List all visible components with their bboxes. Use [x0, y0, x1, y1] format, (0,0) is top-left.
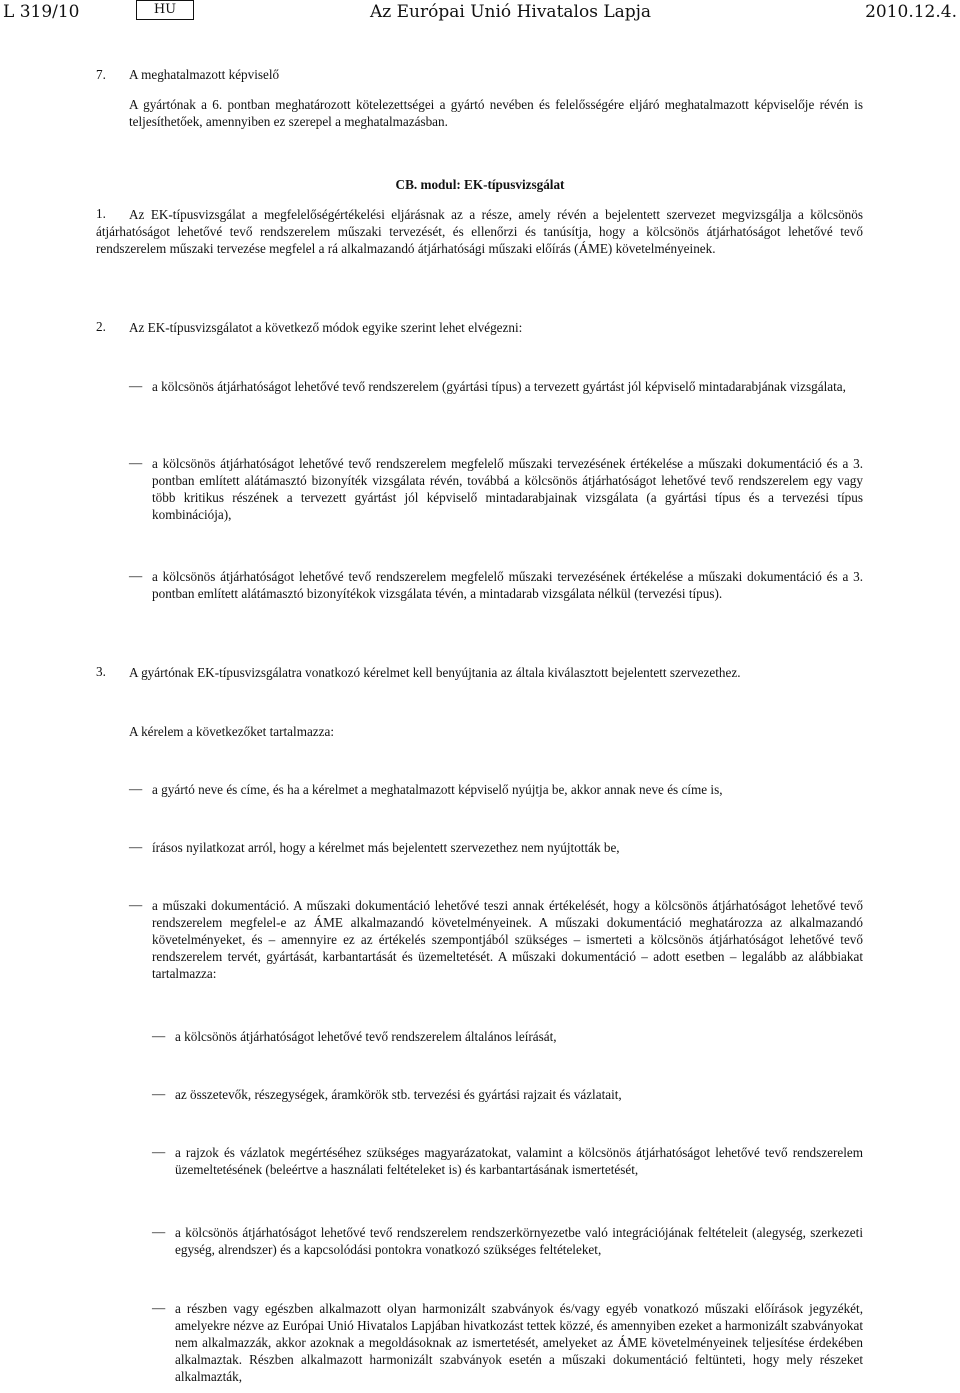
section-7-number: 7.: [96, 67, 106, 82]
page-reference: L 319/10: [3, 2, 80, 22]
paragraph-2-number: 2.: [96, 319, 106, 334]
paragraph-3-item-1: a gyártó neve és címe, és ha a kérelmet a meghatalmazott képviselő nyújtja be, akkor annak neve és címe is,: [152, 782, 723, 797]
paragraph-3-item-3: a műszaki dokumentáció. A műszaki dokumentáció lehetővé teszi annak értékelését, hogy a kölcsönös átjárhatóságot lehetővé tevő rendszerelem megfelel-e az ÁME alkalmazandó követelményeinek. A műszaki dokumentáció meghatározza az alkalmazandó követelményeket, és – amennyire ez az értékelés szempontjából szükséges – ismerteti a kölcsönös átjárhatóságot lehetővé tevő rendszerelem tervét, gyártását, karbantartását és üzemeltetését. A műszaki dokumentáció – adott esetben – legalább az alábbiakat tartalmazza:: [152, 898, 863, 981]
publication-date: 2010.12.4.: [865, 2, 957, 22]
dash-marker: —: [129, 839, 143, 854]
page-header: [0, 0, 960, 30]
paragraph-2-item-2: a kölcsönös átjárhatóságot lehetővé tevő rendszerelem megfelelő műszaki tervezésének értékelése a műszaki dokumentáció és a 3. pontban említett alátámasztó bizonyíték vizsgálata révén, továbbá a kölcsönös átjárhatóságot lehetővé tevő rendszerelem egy vagy több kritikus részének a tervezett gyártást jól képviselő mintadarabjainak vizsgálata (a gyártási típus és a tervezési típus kombinációja),: [152, 456, 863, 522]
paragraph-1-number: 1.: [96, 206, 106, 221]
dash-marker: —: [152, 1224, 166, 1239]
subitem-3: a rajzok és vázlatok megértéséhez szükséges magyarázatokat, valamint a kölcsönös átjárhatóságot lehetővé tevő rendszerelem üzemeltetésének (beleértve a használati feltételeket is) és karbantartásának ismertetését,: [175, 1145, 863, 1177]
dash-marker: —: [152, 1086, 166, 1101]
dash-marker: —: [129, 378, 143, 393]
dash-marker: —: [129, 897, 143, 912]
paragraph-2-text: Az EK-típusvizsgálatot a következő módok egyike szerint lehet elvégezni:: [129, 320, 523, 335]
subitem-5: a részben vagy egészben alkalmazott olyan harmonizált szabványok és/vagy egyéb vonatkozó műszaki előírások jegyzékét, amelyekre nézve az Európai Unió Hivatalos Lapjában hivatkozást tettek közzé, és amennyiben ezeket a harmonizált szabványokat nem alkalmazzák, akkor azoknak a megoldásoknak az ismertetését, amelyeket az ÁME követelményeinek teljesítése érdekében alkalmaztak. Részben alkalmazott harmonizált szabványok esetén a műszaki dokumentáció feltünteti, hogy mely részeket alkalmazták,: [175, 1301, 863, 1384]
journal-title: Az Európai Unió Hivatalos Lapja: [370, 2, 652, 22]
language-badge: HU: [136, 0, 194, 20]
dash-marker: —: [129, 781, 143, 796]
subitem-1: a kölcsönös átjárhatóságot lehetővé tevő rendszerelem általános leírását,: [175, 1029, 557, 1044]
dash-marker: —: [129, 568, 143, 583]
dash-marker: —: [152, 1300, 166, 1315]
paragraph-2-item-1: a kölcsönös átjárhatóságot lehetővé tevő rendszerelem (gyártási típus) a tervezett gyártást jól képviselő mintadarabjának vizsgálata,: [152, 379, 846, 394]
subitem-2: az összetevők, részegységek, áramkörök stb. tervezési és gyártási rajzait és vázlatait,: [175, 1087, 622, 1102]
paragraph-3-intro: A kérelem a következőket tartalmazza:: [129, 724, 335, 739]
paragraph-2-item-3: a kölcsönös átjárhatóságot lehetővé tevő rendszerelem megfelelő műszaki tervezésének értékelése a műszaki dokumentáció és a 3. pontban említett alátámasztó bizonyítékok vizsgálata tévén, a mintadarab vizsgálata nélkül (tervezési típus).: [152, 569, 863, 601]
subitem-4: a kölcsönös átjárhatóságot lehetővé tevő rendszerelem rendszerkörnyezetbe való integrációjának feltételeit (alegység, szerkezeti egység, alrendszer) és a kapcsolódási pontokra vonatkozó szükséges feltételeket,: [175, 1225, 863, 1257]
dash-marker: —: [152, 1028, 166, 1043]
module-heading: CB. modul: EK-típusvizsgálat: [395, 177, 565, 192]
paragraph-3-text: A gyártónak EK-típusvizsgálatra vonatkozó kérelmet kell benyújtania az általa kiválasztott bejelentett szervezethez.: [129, 665, 741, 680]
dash-marker: —: [129, 455, 143, 470]
paragraph-1-text: Az EK-típusvizsgálat a megfelelőségértékelési eljárásnak az a része, amely révén a bejelentett szervezet megvizsgálja a kölcsönös átjárhatóságot lehetővé tevő rendszerelem műszaki tervezését, és ellenőrzi és tanúsítja, hogy a kölcsönös átjárhatóságot lehetővé tevő rendszerelem műszaki tervezése megfelel a rá alkalmazandó átjárhatósági műszaki előírás (ÁME) követelményeinek.: [96, 207, 863, 256]
section-7-title: A meghatalmazott képviselő: [129, 67, 280, 82]
paragraph-3-item-2: írásos nyilatkozat arról, hogy a kérelmet más bejelentett szervezethez nem nyújtották be,: [152, 840, 620, 855]
dash-marker: —: [152, 1144, 166, 1159]
section-7-body: A gyártónak a 6. pontban meghatározott kötelezettségei a gyártó nevében és felelősségére eljáró meghatalmazott képviselője révén is teljesíthetőek, amennyiben ez szerepel a meghatalmazásban.: [129, 97, 863, 129]
paragraph-3-number: 3.: [96, 664, 106, 679]
